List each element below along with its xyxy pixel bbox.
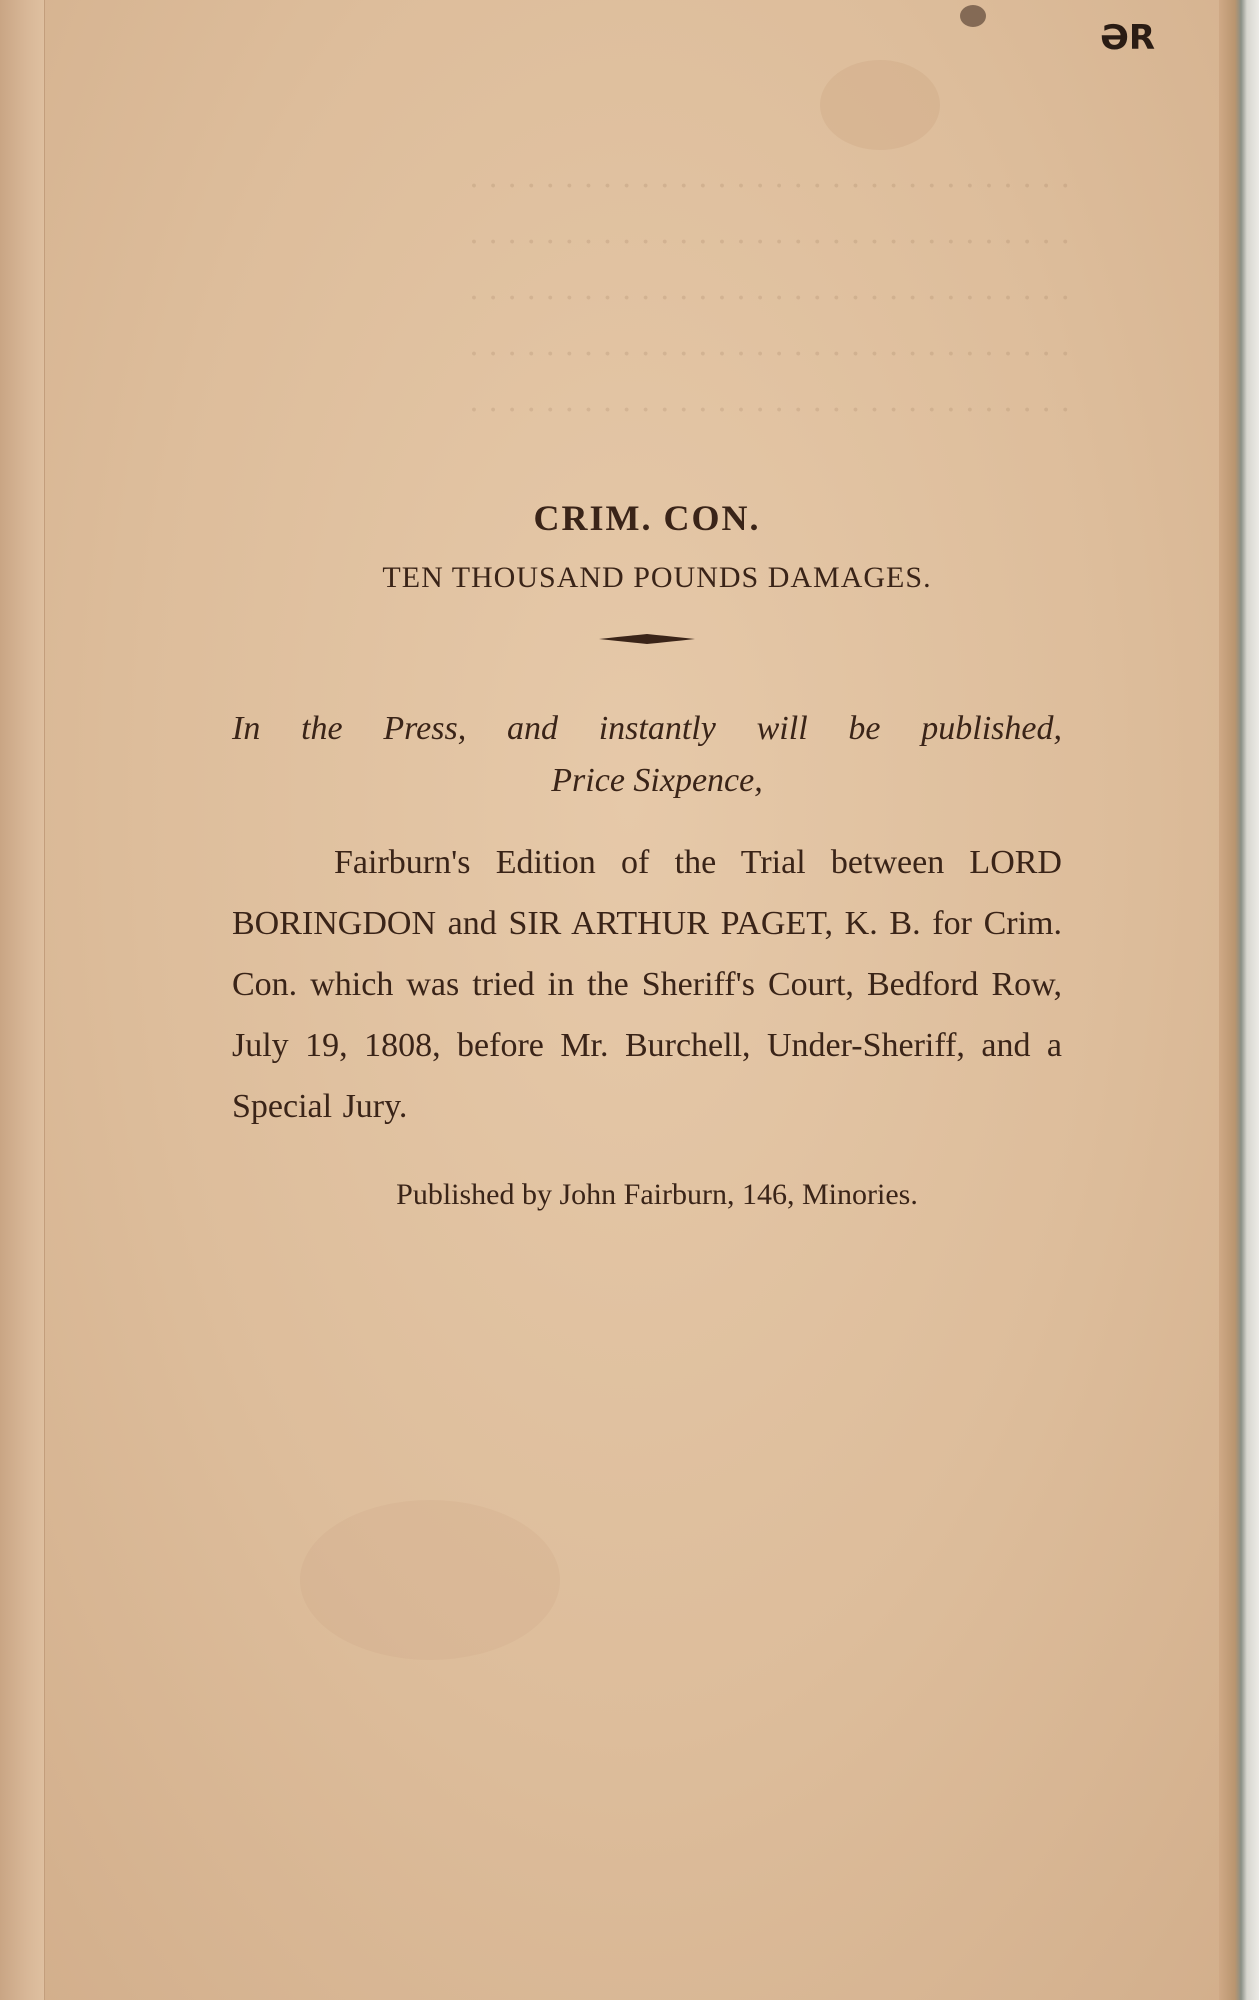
adjacent-page-edge bbox=[0, 0, 45, 2000]
subtitle: TEN THOUSAND POUNDS DAMAGES. bbox=[382, 561, 932, 594]
press-notice: In the Press, and instantly will be published, bbox=[232, 710, 1062, 747]
publisher-imprint: Published by John Fairburn, 146, Minories. bbox=[396, 1178, 918, 1211]
paper-stain bbox=[960, 5, 986, 27]
ornamental-rule-icon bbox=[597, 632, 697, 646]
price-line: Price Sixpence, bbox=[551, 762, 763, 799]
bleed-through-text: . . . . . . . . . . . . . . . . . . . . . . . . . . . . . . . . bbox=[469, 272, 1070, 307]
bleed-through-text: . . . . . . . . . . . . . . . . . . . . . . . . . . . . . . . . bbox=[469, 384, 1070, 419]
advertisement-block bbox=[232, 490, 1062, 1217]
bleed-through-text: . . . . . . . . . . . . . . . . . . . . . . . . . . . . . . . . bbox=[469, 160, 1070, 195]
corner-ownership-mark: ƏR bbox=[1100, 18, 1156, 58]
page-title: CRIM. CON. bbox=[533, 498, 761, 538]
bleed-through-text: . . . . . . . . . . . . . . . . . . . . . . . . . . . . . . . . bbox=[469, 216, 1070, 251]
trial-description: Fairburn's Edition of the Trial between LORD BORINGDON and SIR ARTHUR PAGET, K. B. for Crim. Con. which was tried in the Sheriff's Court, Bedford Row, July 19, 1808, before Mr. Burchell, Under-Sheriff, and a Special Jury. bbox=[232, 844, 1062, 1125]
bleed-through-text: . . . . . . . . . . . . . . . . . . . . . . . . . . . . . . . . bbox=[469, 328, 1070, 363]
paper-stain bbox=[820, 60, 940, 150]
paper-stain bbox=[300, 1500, 560, 1660]
binding-edge bbox=[1219, 0, 1259, 2000]
